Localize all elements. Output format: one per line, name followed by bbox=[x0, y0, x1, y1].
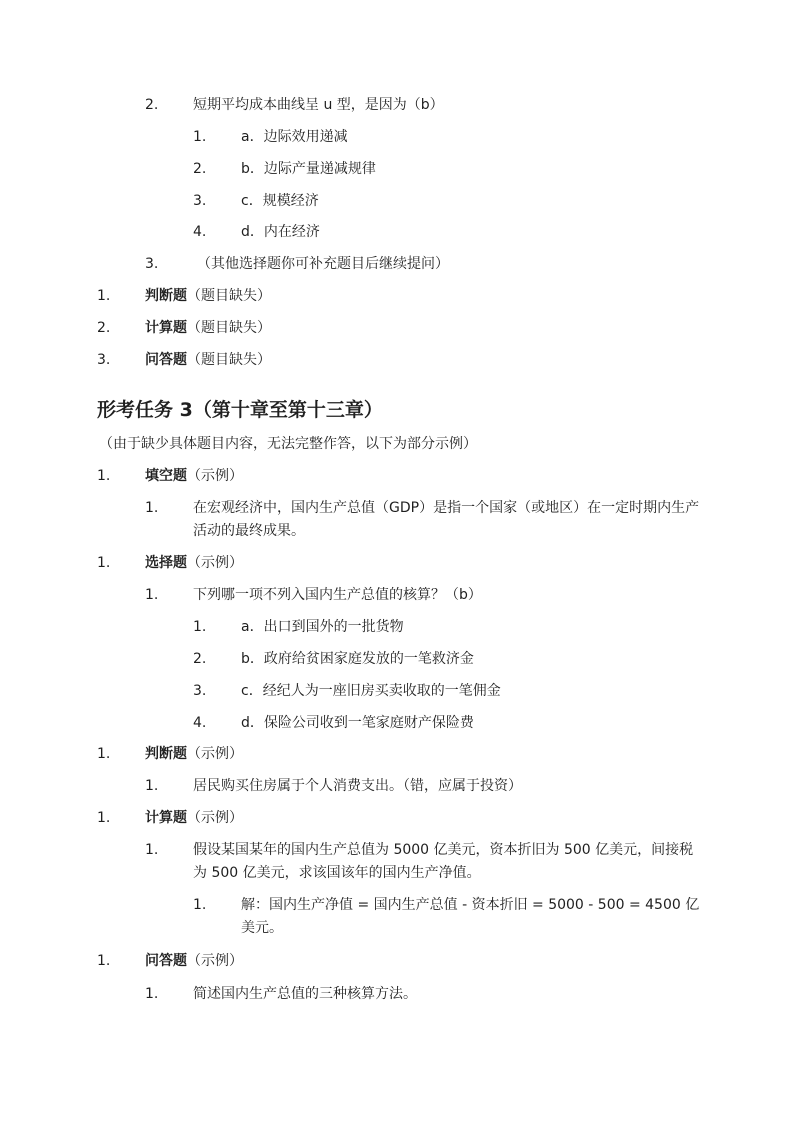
list-number: 3. bbox=[193, 193, 207, 209]
list-number: 1. bbox=[145, 842, 159, 858]
section-label-line bbox=[145, 807, 243, 830]
section-label-line bbox=[145, 743, 243, 766]
section-note: （示例） bbox=[187, 953, 243, 969]
section-label-line bbox=[145, 285, 271, 308]
list-number: 3. bbox=[97, 352, 111, 368]
question-text: 下列哪一项不列入国内生产总值的核算？（b） bbox=[193, 587, 482, 603]
question-text: 在宏观经济中，国内生产总值（GDP）是指一个国家（或地区）在一定时期内生产活动的最终成果。 bbox=[193, 500, 700, 539]
section-note: （示例） bbox=[187, 810, 243, 826]
option-text: d．内在经济 bbox=[241, 224, 320, 240]
section-label-line bbox=[145, 552, 243, 575]
section-label: 问答题 bbox=[145, 352, 187, 368]
list-number: 2. bbox=[193, 651, 207, 667]
option-text: a．出口到国外的一批货物 bbox=[241, 619, 404, 635]
section-label-line bbox=[145, 317, 271, 340]
list-number: 2. bbox=[97, 320, 111, 336]
section-intro: （由于缺少具体题目内容，无法完整作答，以下为部分示例） bbox=[99, 436, 477, 452]
list-number: 1. bbox=[145, 778, 159, 794]
list-number: 3. bbox=[145, 256, 159, 272]
section-note: （题目缺失） bbox=[187, 352, 271, 368]
question-text: 短期平均成本曲线呈 u 型，是因为（b） bbox=[193, 97, 444, 113]
list-number: 1. bbox=[97, 746, 111, 762]
list-number: 1. bbox=[145, 500, 159, 516]
section-note: （示例） bbox=[187, 555, 243, 571]
list-number: 1. bbox=[145, 587, 159, 603]
section-label-line bbox=[145, 465, 243, 488]
section-note: （示例） bbox=[187, 468, 243, 484]
list-number: 1. bbox=[97, 468, 111, 484]
list-number: 1. bbox=[97, 288, 111, 304]
list-number: 1. bbox=[193, 897, 207, 913]
list-number: 2. bbox=[145, 97, 159, 113]
section-note: （题目缺失） bbox=[187, 288, 271, 304]
section-label: 选择题 bbox=[145, 555, 187, 571]
section-label: 问答题 bbox=[145, 953, 187, 969]
section-note: （题目缺失） bbox=[187, 320, 271, 336]
list-number: 1. bbox=[97, 953, 111, 969]
section-label: 填空题 bbox=[145, 468, 187, 484]
list-number: 1. bbox=[193, 619, 207, 635]
section-label: 计算题 bbox=[145, 810, 187, 826]
option-text: d．保险公司收到一笔家庭财产保险费 bbox=[241, 715, 474, 731]
question-text: 居民购买住房属于个人消费支出。（错，应属于投资） bbox=[193, 778, 522, 794]
list-number: 4. bbox=[193, 715, 207, 731]
section-label-line bbox=[145, 349, 271, 372]
section-label: 计算题 bbox=[145, 320, 187, 336]
option-text: c．规模经济 bbox=[241, 193, 319, 209]
option-text: c．经纪人为一座旧房买卖收取的一笔佣金 bbox=[241, 683, 501, 699]
solution-text: 解：国内生产净值 = 国内生产总值 - 资本折旧 = 5000 - 500 = 4500 亿美元。 bbox=[241, 897, 700, 936]
list-number: 1. bbox=[145, 986, 159, 1002]
list-number: 2. bbox=[193, 161, 207, 177]
section-label: 判断题 bbox=[145, 288, 187, 304]
list-number: 3. bbox=[193, 683, 207, 699]
section-label-line bbox=[145, 950, 243, 973]
option-text: a．边际效用递减 bbox=[241, 129, 348, 145]
question-text: 简述国内生产总值的三种核算方法。 bbox=[193, 986, 417, 1002]
section-label: 判断题 bbox=[145, 746, 187, 762]
section-heading: 形考任务 3（第十章至第十三章） bbox=[97, 399, 383, 421]
section-note: （示例） bbox=[187, 746, 243, 762]
list-number: 1. bbox=[97, 810, 111, 826]
list-number: 1. bbox=[97, 555, 111, 571]
option-text: b．政府给贫困家庭发放的一笔救济金 bbox=[241, 651, 474, 667]
option-text: b．边际产量递减规律 bbox=[241, 161, 376, 177]
question-text: 假设某国某年的国内生产总值为 5000 亿美元，资本折旧为 500 亿美元，间接税为 500 亿美元，求该国该年的国内生产净值。 bbox=[193, 842, 694, 881]
list-number: 4. bbox=[193, 224, 207, 240]
list-number: 1. bbox=[193, 129, 207, 145]
question-text: （其他选择题你可补充题目后继续提问） bbox=[197, 256, 449, 272]
